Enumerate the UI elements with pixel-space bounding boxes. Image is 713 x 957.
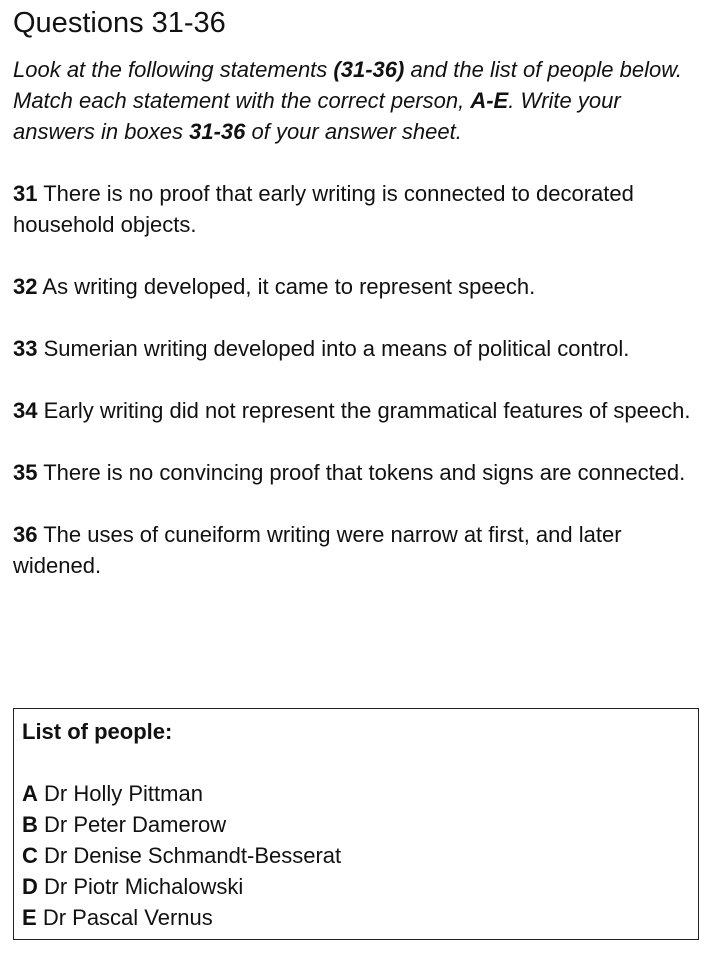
instructions-text: and the list of people below. [404, 57, 682, 82]
person-name: Dr Pascal Vernus [42, 905, 213, 930]
person-name: Dr Peter Damerow [44, 812, 227, 837]
person-letter: A [22, 781, 38, 806]
instructions-text: . Write your answers in boxes [13, 88, 621, 144]
person-item [22, 809, 690, 840]
instructions-range: (31-36) [333, 57, 405, 82]
question-text: The uses of cuneiform writing were narrow at first, and later widened. [13, 522, 622, 578]
instructions-letters: A-E [470, 88, 509, 113]
question-list [13, 178, 703, 581]
person-letter: D [22, 874, 38, 899]
question-number: 36 [13, 522, 38, 547]
question-text: There is no proof that early writing is connected to decorated household objects. [13, 181, 634, 237]
question-text: There is no convincing proof that tokens and signs are connected. [43, 460, 686, 485]
person-letter: C [22, 843, 38, 868]
person-item [22, 871, 690, 902]
instructions-line-1 [13, 54, 703, 85]
instructions-text: Look at the following statements [13, 57, 334, 82]
person-item [22, 778, 690, 809]
document-page [13, 0, 703, 930]
instructions-text: of your answer sheet. [245, 119, 462, 144]
question-item [13, 395, 703, 426]
question-item [13, 178, 703, 240]
people-list-heading: List of people: [22, 719, 173, 744]
person-item [22, 902, 690, 933]
person-letter: E [22, 905, 37, 930]
instructions-line-2 [13, 85, 703, 147]
question-text: Early writing did not represent the grammatical features of speech. [43, 398, 691, 423]
question-number: 31 [13, 181, 38, 206]
person-item [22, 840, 690, 871]
instructions-boxes: 31-36 [189, 119, 246, 144]
person-name: Dr Denise Schmandt-Besserat [44, 843, 342, 868]
question-item [13, 333, 703, 364]
person-name: Dr Holly Pittman [44, 781, 203, 806]
question-number: 33 [13, 336, 38, 361]
question-number: 35 [13, 460, 38, 485]
question-item [13, 457, 703, 488]
question-number: 34 [13, 398, 38, 423]
question-text: Sumerian writing developed into a means of political control. [43, 336, 630, 361]
question-text: As writing developed, it came to represent speech. [42, 274, 536, 299]
person-letter: B [22, 812, 38, 837]
question-item [13, 519, 703, 581]
instructions [13, 54, 703, 147]
page-title: Questions 31-36 [13, 7, 226, 39]
question-number: 32 [13, 274, 38, 299]
person-name: Dr Piotr Michalowski [44, 874, 244, 899]
instructions-text: Match each statement with the correct person, [13, 88, 471, 113]
question-item [13, 271, 703, 302]
people-list-box [13, 708, 699, 940]
